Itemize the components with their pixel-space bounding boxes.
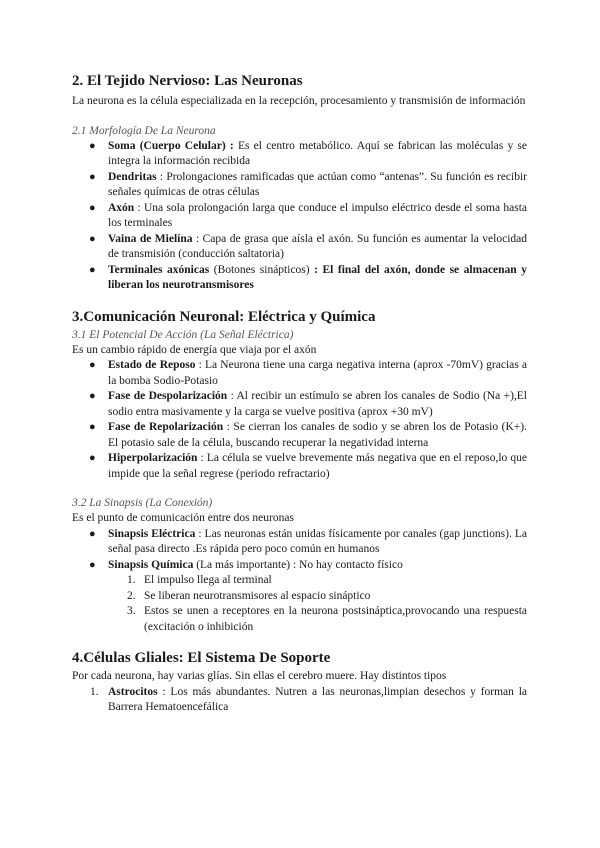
list-item: ● Dendritas : Prolongaciones ramificadas que actúan como “antenas”. Su función es recibir señales químicas de otras células	[89, 170, 527, 198]
bullet-icon: ●	[89, 558, 96, 571]
list-item: ● Axón : Una sola prolongación larga que conduce el impulso eléctrico desde el soma hasta los terminales	[89, 201, 527, 229]
section-4-intro: Por cada neurona, hay varias glías. Sin ellas el cerebro muere. Hay distintos tipos	[72, 670, 447, 682]
bullet-icon: ●	[89, 390, 96, 402]
section-3-title: 3.Comunicación Neuronal: Eléctrica y Química	[72, 308, 376, 325]
bullet-icon: ●	[89, 452, 96, 464]
bullet-icon: ●	[89, 232, 96, 245]
synapse-list	[72, 527, 527, 574]
section-4-title: 4.Células Gliales: El Sistema De Soporte	[72, 650, 331, 666]
bullet-icon: ●	[89, 139, 96, 152]
neuron-morphology-list	[72, 139, 527, 294]
section-2-title: 2. El Tejido Nervioso: Las Neuronas	[72, 73, 303, 89]
list-item: ● Sinapsis Química (La más importante) : No hay contacto físico	[108, 558, 527, 574]
section-3-2-subtitle: 3.2 La Sinapsis (La Conexión)	[72, 497, 213, 509]
list-item: ● Hiperpolarización : La célula se vuelve brevemente más negativa que en el reposo,lo que impide que la señal regrese (periodo refractario)	[89, 452, 527, 480]
list-item: ● Vaina de Mielína : Capa de grasa que aísla el axón. Su función es aumentar la velocidad de transmisión (conducción saltatoria)	[89, 232, 528, 260]
section-3-1-subtitle: 3.1 El Potencial De Acción (La Señal Eléctrica)	[72, 328, 294, 341]
bullet-icon: ●	[89, 170, 96, 183]
section-3-1-intro: Es un cambio rápido de energía que viaja por el axón	[72, 343, 317, 356]
section-3-2-intro: Es el punto de comunicación entre dos neuronas	[72, 512, 294, 524]
list-item: ● Fase de Despolarización : Al recibir un estímulo se abren los canales de Sodio (Na +),El sodio entra masivamente y la carga se vuelve positiva (aprox +30 mV)	[89, 390, 527, 418]
list-item: ● Soma (Cuerpo Celular) : Es el centro metabólico. Aquí se fabrican las moléculas y se integra la información recibida	[89, 139, 527, 167]
list-item: ● Fase de Repolarización : Se cierran los canales de sodio y se abren los de Potasio (K+). El potasio sale de la célula, buscando recuperar la negatividad interna	[89, 421, 528, 449]
list-item: 1. El impulso llega al terminal	[127, 574, 272, 586]
list-item: ● Estado de Reposo : La Neurona tiene una carga negativa interna (aprox -70mV) gracias a la bomba Sodio-Potasio	[89, 359, 527, 387]
list-item: 1. Astrocitos : Los más abundantes. Nutren a las neuronas,limpian desechos y forman la Barrera Hematoencefálica	[90, 685, 527, 713]
section-2-intro: La neurona es la célula especializada en la recepción, procesamiento y transmisión de información	[72, 95, 526, 107]
bullet-icon: ●	[89, 421, 96, 433]
list-item: ● Sinapsis Eléctrica : Las neuronas están unidas físicamente por canales (gap junctions). La señal pasa directo .Es rápida pero poco común en humanos	[89, 527, 527, 555]
document-page	[72, 72, 527, 716]
bullet-icon: ●	[89, 527, 96, 540]
section-2-1-subtitle: 2.1 Morfología De La Neurona	[72, 124, 216, 137]
list-item: ● Terminales axónicas (Botones sinápticos) : El final del axón, donde se almacenan y liberan los neurotransmisores	[89, 263, 527, 291]
chemical-synapse-steps	[72, 573, 527, 635]
bullet-icon: ●	[89, 201, 96, 214]
action-potential-list	[72, 358, 527, 482]
glial-cells-list	[72, 685, 527, 716]
bullet-icon: ●	[89, 359, 96, 371]
list-item: 3. Estos se unen a receptores en la neurona postsináptica,provocando una respuesta (excitación o inhibición	[127, 605, 527, 633]
list-item: 2. Se liberan neurotransmisores al espacio sináptico	[127, 589, 371, 602]
bullet-icon: ●	[89, 263, 96, 276]
